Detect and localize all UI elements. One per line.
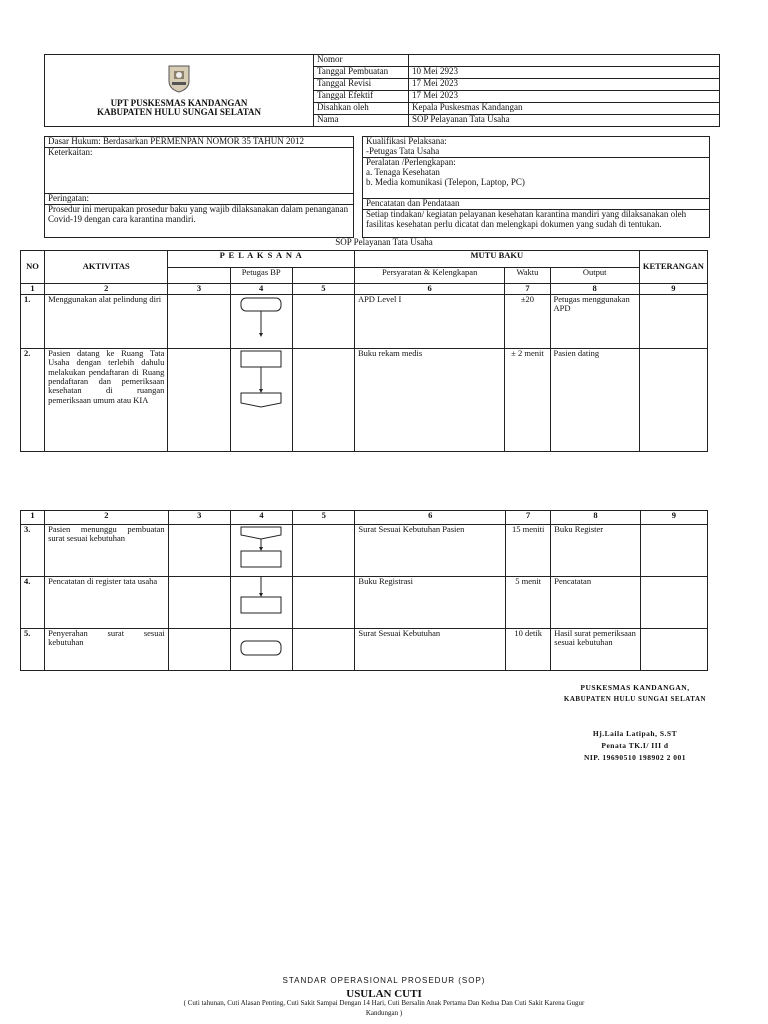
flow-cell xyxy=(230,525,292,577)
col-num: 2 xyxy=(45,284,168,295)
col-no: NO xyxy=(21,251,45,284)
col-num: 7 xyxy=(505,284,550,295)
col-num: 7 xyxy=(506,511,551,525)
header-value-pembuatan: 10 Mei 2923 xyxy=(409,67,720,79)
logo-emblem-icon xyxy=(166,63,192,93)
table-row xyxy=(21,577,708,629)
signature-nip: NIP. 19690510 198902 2 001 xyxy=(583,753,687,762)
sop-table-2 xyxy=(20,510,708,671)
col-num: 3 xyxy=(168,511,230,525)
row-waktu: ±20 xyxy=(505,295,550,349)
header-value-nomor xyxy=(409,55,720,67)
col-pelaksana: P E L A K S A N A xyxy=(168,251,355,268)
col-output: Output xyxy=(550,268,639,284)
peralatan-label: Peralatan /Perlengkapan: xyxy=(366,156,456,167)
col-num: 1 xyxy=(21,284,45,295)
row-persyaratan: APD Level I xyxy=(354,295,504,349)
col-num: 4 xyxy=(230,511,292,525)
row-output: Pasien dating xyxy=(550,349,639,452)
flow-cell xyxy=(230,295,292,349)
footer-description: ( Cuti tahunan, Cuti Alasan Penting, Cuti Sakit Sampai Dengan 14 Hari, Cuti Bersalin Anak Pertama Dan Kedua Dan Cuti Sakit Karena Gugur xyxy=(183,999,585,1007)
signature-region: KABUPATEN HULU SUNGAI SELATAN xyxy=(563,695,707,703)
org-name: UPT PUSKESMAS KANDANGAN xyxy=(110,97,248,108)
header-value-disahkan: Kepala Puskesmas Kandangan xyxy=(409,103,720,115)
kualifikasi-item: -Petugas Tata Usaha xyxy=(363,147,709,158)
col-aktivitas: AKTIVITAS xyxy=(45,251,168,284)
col-petugas-bp: Petugas BP xyxy=(230,268,292,284)
flowchart-process-offpage xyxy=(231,349,292,449)
table-title: SOP Pelayanan Tata Usaha xyxy=(335,237,433,247)
col-persyaratan: Persyaratan & Kelengkapan xyxy=(354,268,504,284)
row-no: 2. xyxy=(21,349,45,452)
flowchart-offpage-process xyxy=(231,525,292,575)
flow-cell xyxy=(230,349,292,452)
col-num: 9 xyxy=(640,511,707,525)
peralatan-item-a: a. Tenaga Kesehatan xyxy=(366,166,440,177)
header-label-nama: Nama xyxy=(314,115,409,127)
pencatatan-text: Setiap tindakan/ kegiatan pelayanan kesehatan karantina mandiri yang dilaksanakan oleh fasilitas kesehatan perlu dicatat dan melengkapi dokumen yang sudah di tentukan. xyxy=(366,208,687,229)
row-aktivitas: Pasien menunggu pembuatan surat sesuai kebutuhan xyxy=(45,525,169,577)
row-output: Petugas menggunakan APD xyxy=(550,295,639,349)
row-persyaratan: Buku Registrasi xyxy=(355,577,506,629)
header-label-pembuatan: Tanggal Pembuatan xyxy=(314,67,409,79)
col-mutu-baku: MUTU BAKU xyxy=(354,251,639,268)
document-header xyxy=(44,54,720,127)
peringatan-text: Prosedur ini merupakan prosedur baku yang wajib dilaksanakan dalam penanganan Covid-19 dengan cara karantina mandiri. xyxy=(48,204,349,224)
header-value-nama: SOP Pelayanan Tata Usaha xyxy=(409,115,720,127)
col-num: 8 xyxy=(550,284,639,295)
col-waktu: Waktu xyxy=(505,268,550,284)
flowchart-end-terminator xyxy=(231,629,292,669)
row-no: 5. xyxy=(21,629,45,671)
row-no: 1. xyxy=(21,295,45,349)
row-waktu: 10 detik xyxy=(506,629,551,671)
flowchart-process-step xyxy=(231,577,292,627)
header-value-revisi: 17 Mei 2023 xyxy=(409,79,720,91)
row-output: Hasil surat pemeriksaan sesuai kebutuhan xyxy=(551,629,640,671)
col-num: 6 xyxy=(355,511,506,525)
row-no: 3. xyxy=(21,525,45,577)
table-row xyxy=(21,629,708,671)
keterkaitan-label: Keterkaitan: xyxy=(45,148,353,194)
table-row xyxy=(21,349,708,452)
row-aktivitas: Penyerahan surat sesuai kebutuhan xyxy=(45,629,169,671)
row-aktivitas: Menggunakan alat pelindung diri xyxy=(45,295,168,349)
footer-sop-title: STANDAR OPERASIONAL PROSEDUR (SOP) xyxy=(282,976,486,985)
peringatan-label: Peringatan: xyxy=(45,194,353,205)
row-persyaratan: Surat Sesuai Kebutuhan Pasien xyxy=(355,525,506,577)
row-persyaratan: Surat Sesuai Kebutuhan xyxy=(355,629,506,671)
header-label-revisi: Tanggal Revisi xyxy=(314,79,409,91)
signature-rank: Penata TK.I/ III d xyxy=(601,741,669,750)
header-label-efektif: Tanggal Efektif xyxy=(314,91,409,103)
peralatan-item-b: b. Media komunikasi (Telepon, Laptop, PC) xyxy=(363,178,709,199)
col-keterangan: KETERANGAN xyxy=(639,251,707,284)
flow-cell xyxy=(230,629,292,671)
dasar-hukum: Dasar Hukum: Berdasarkan PERMENPAN NOMOR 35 TAHUN 2012 xyxy=(45,137,353,148)
row-waktu: ± 2 menit xyxy=(505,349,550,452)
row-persyaratan: Buku rekam medis xyxy=(354,349,504,452)
col-num: 6 xyxy=(354,284,504,295)
org-region: KABUPATEN HULU SUNGAI SELATAN xyxy=(96,107,262,118)
row-no: 4. xyxy=(21,577,45,629)
header-label-nomor: Nomor xyxy=(314,55,409,67)
signature-name: Hj.Laila Latipah, S.ST xyxy=(592,729,678,738)
pencatatan-label: Pencatatan dan Pendataan xyxy=(363,199,709,210)
footer-usulan-cuti: USULAN CUTI xyxy=(346,988,422,1000)
right-info-box xyxy=(362,136,710,238)
col-num: 2 xyxy=(45,511,169,525)
sop-table-1 xyxy=(20,250,708,452)
header-value-efektif: 17 Mei 2023 xyxy=(409,91,720,103)
row-aktivitas: Pasien datang ke Ruang Tata Usaha dengan terlebih dahulu melakukan pendaftaran di Ruang pendaftaran dan pemeriksaan kesehatan di ruangan pemeriksaan umum atau KIA xyxy=(45,349,168,452)
col-num: 1 xyxy=(21,511,45,525)
col-num: 4 xyxy=(230,284,292,295)
table-row xyxy=(21,525,708,577)
col-num: 8 xyxy=(551,511,640,525)
table-row xyxy=(21,295,708,349)
footer-description-end: Kandungan ) xyxy=(365,1009,403,1017)
flowchart-start-terminator xyxy=(231,295,292,347)
row-output: Pencatatan xyxy=(551,577,640,629)
col-num: 5 xyxy=(292,284,354,295)
row-aktivitas: Pencatatan di register tata usaha xyxy=(45,577,169,629)
left-info-box xyxy=(44,136,354,238)
row-waktu: 15 meniti xyxy=(506,525,551,577)
col-num: 9 xyxy=(639,284,707,295)
col-num: 3 xyxy=(168,284,230,295)
flow-cell xyxy=(230,577,292,629)
signature-place: PUSKESMAS KANDANGAN, xyxy=(580,683,690,692)
row-output: Buku Register xyxy=(551,525,640,577)
row-waktu: 5 menit xyxy=(506,577,551,629)
header-logo-cell xyxy=(45,55,314,127)
kualifikasi-label: Kualifikasi Pelaksana: xyxy=(366,136,447,146)
header-label-disahkan: Disahkan oleh xyxy=(314,103,409,115)
col-num: 5 xyxy=(293,511,355,525)
